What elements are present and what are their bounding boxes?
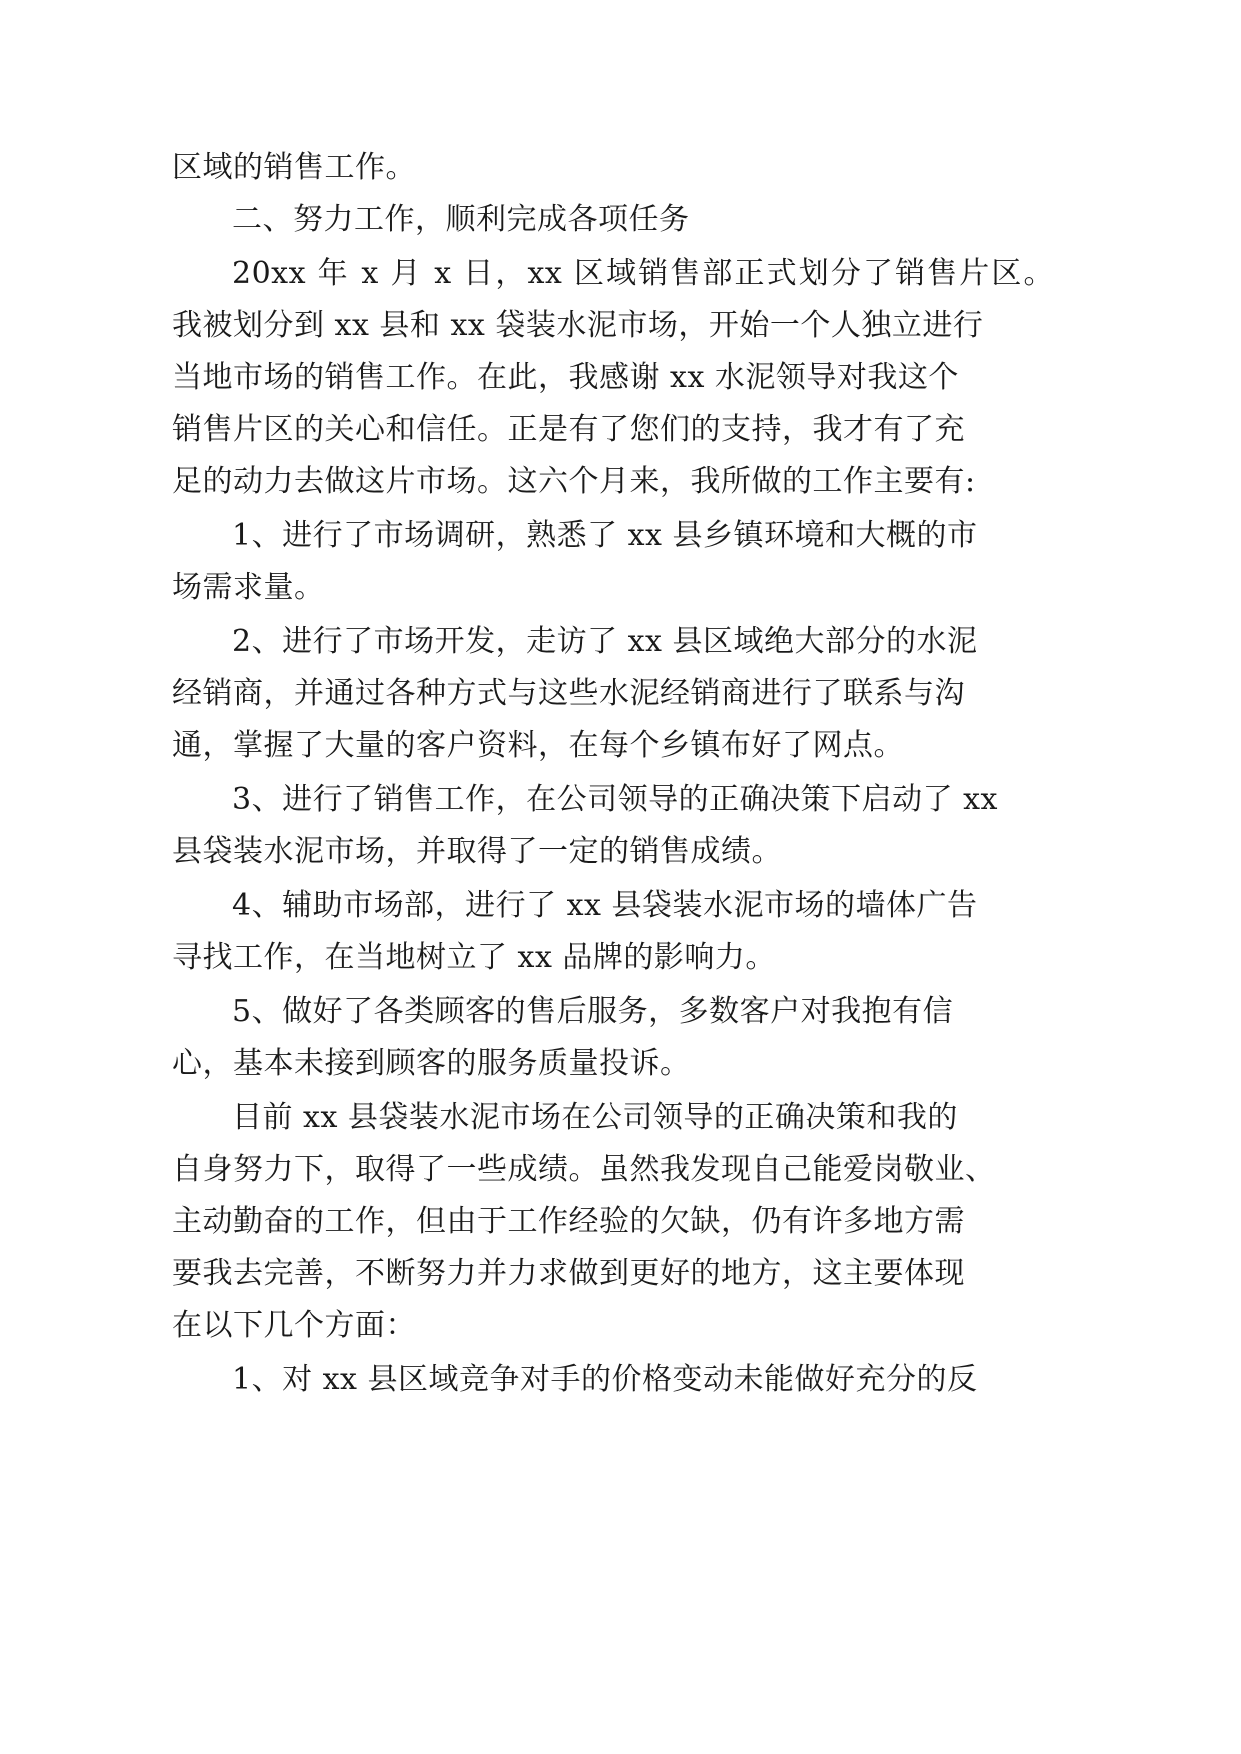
text-line: 经销商，并通过各种方式与这些水泥经销商进行了联系与沟: [172, 676, 965, 711]
text-line: 目前 xx 县袋装水泥市场在公司领导的正确决策和我的: [232, 1100, 958, 1135]
text-line: 场需求量。: [172, 570, 325, 605]
text-line: 寻找工作，在当地树立了 xx 品牌的影响力。: [172, 940, 776, 975]
text-line: 我被划分到 xx 县和 xx 袋装水泥市场，开始一个人独立进行: [172, 308, 984, 343]
text-line: 心，基本未接到顾客的服务质量投诉。: [172, 1046, 691, 1081]
text-line: 县袋装水泥市场，并取得了一定的销售成绩。: [172, 834, 782, 869]
text-line: 自身努力下，取得了一些成绩。虽然我发现自己能爱岗敬业、: [172, 1152, 996, 1187]
list-item-line: 2、进行了市场开发，走访了 xx 县区域绝大部分的水泥: [232, 624, 978, 659]
text-line: 20xx 年 x 月 x 日，xx 区域销售部正式划分了销售片区。: [232, 256, 1054, 291]
list-item-line: 1、对 xx 县区域竞争对手的价格变动未能做好充分的反: [232, 1362, 978, 1397]
section-heading: 二、努力工作，顺利完成各项任务: [232, 202, 690, 237]
text-line: 主动勤奋的工作，但由于工作经验的欠缺，仍有许多地方需: [172, 1204, 965, 1239]
list-item-line: 5、做好了各类顾客的售后服务，多数客户对我抱有信: [232, 994, 954, 1029]
list-item-line: 3、进行了销售工作，在公司领导的正确决策下启动了 xx: [232, 782, 998, 817]
text-line: 销售片区的关心和信任。正是有了您们的支持，我才有了充: [172, 412, 965, 447]
text-line: 足的动力去做这片市场。这六个月来，我所做的工作主要有:: [172, 464, 976, 499]
text-line: 通，掌握了大量的客户资料，在每个乡镇布好了网点。: [172, 728, 904, 763]
text-line: 区域的销售工作。: [172, 150, 416, 185]
list-item-line: 1、进行了市场调研，熟悉了 xx 县乡镇环境和大概的市: [232, 518, 978, 553]
text-line: 当地市场的销售工作。在此，我感谢 xx 水泥领导对我这个: [172, 360, 959, 395]
text-line: 在以下几个方面：: [172, 1308, 416, 1343]
text-line: 要我去完善，不断努力并力求做到更好的地方，这主要体现: [172, 1256, 965, 1291]
list-item-line: 4、辅助市场部，进行了 xx 县袋装水泥市场的墙体广告: [232, 888, 978, 923]
